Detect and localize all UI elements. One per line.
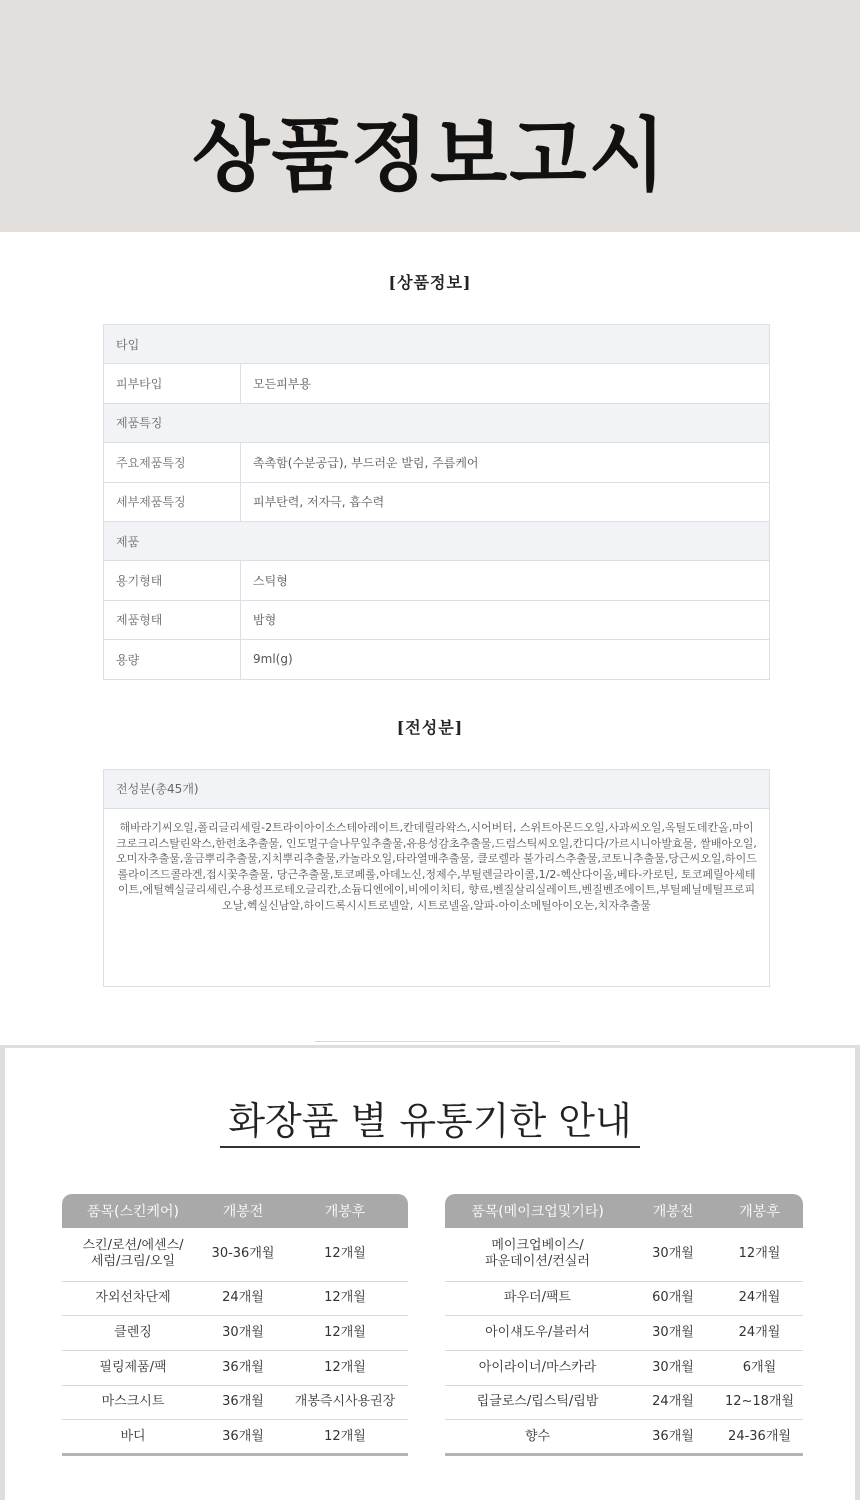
makeup-table-row (445, 1281, 803, 1316)
product-info-table (103, 324, 770, 680)
info-key: 피부타입 (104, 364, 241, 403)
makeup-table-cell: 30개월 (630, 1316, 716, 1351)
info-key: 용량 (104, 640, 241, 679)
info-value: 9ml(g) (241, 640, 770, 679)
info-row (104, 561, 770, 600)
skincare-table-cell: 36개월 (204, 1350, 282, 1385)
makeup-table-row (445, 1420, 803, 1455)
divider (315, 1041, 560, 1042)
info-value: 촉촉함(수분공급), 부드러운 발림, 주름케어 (241, 443, 770, 482)
skincare-expiry-table (62, 1194, 408, 1456)
hero-title: 상품정보고시 (192, 109, 668, 202)
ingredients-text: 해바라기씨오일,폴리글리세릴-2트라이아이소스테아레이트,칸데릴라왁스,시어버터, 스위트아몬드오일,사과씨오일,옥틸도데칸올,마이크로크리스탈린왁스,한련초추출물, 인도멀구슬나무잎추출물,유용성감초추출물,드럼스틱씨오일,칸디다/가르시니아발효물, 쌀배아오일,오미자추출물,울금뿌리추출물,지치뿌리추출물,카놀라오일,타라열매추출물, 클로렐라 불가리스추출물,코토니추출물,당근씨오일,하이드롤라이즈드콜라겐,접시꽃추출물, 당근추출물,토코페롤,아데노신,정제수,부틸렌글라이콜,1/2-헥산다이올,베타-카로틴, 토코페릴아세테이트,에틸헥실글리세린,수용성프로테오글리칸,소듐디엔에이,비에이치티, 향료,벤질살리실레이트,벤질벤조에이트,부틸페닐메틸프로피오날,헥실신남알,하이드록시시트로넬알, 시트로넬올,알파-아이소메틸아이오논,치자추출물 (116, 821, 757, 912)
ingredients-label: 전성분(총45개) (104, 770, 769, 809)
info-value: 밤형 (241, 600, 770, 639)
makeup-table-cell: 12~18개월 (716, 1385, 803, 1420)
makeup-table-cell: 24개월 (716, 1281, 803, 1316)
makeup-expiry-table (445, 1194, 803, 1456)
skincare-table-row (62, 1350, 408, 1385)
info-key: 주요제품특징 (104, 443, 241, 482)
makeup-table-cell: 6개월 (716, 1350, 803, 1385)
info-value: 모든피부용 (241, 364, 770, 403)
skincare-table-row (62, 1385, 408, 1420)
skincare-table-row (62, 1281, 408, 1316)
makeup-header-cell: 품목(메이크업및기타) (445, 1194, 630, 1228)
skincare-table-cell: 12개월 (282, 1420, 408, 1455)
skincare-table-row (62, 1228, 408, 1281)
skincare-table-row (62, 1420, 408, 1455)
info-group-row (104, 325, 770, 364)
info-group-row (104, 521, 770, 560)
ingredients-box (103, 769, 770, 987)
info-key: 제품형태 (104, 600, 241, 639)
expiry-title (0, 1099, 860, 1148)
info-row (104, 443, 770, 482)
makeup-table-row (445, 1228, 803, 1281)
makeup-table-cell: 24개월 (630, 1385, 716, 1420)
expiry-title-text: 화장품 별 유통기한 안내 (220, 1102, 639, 1148)
info-row (104, 364, 770, 403)
makeup-table-row (445, 1350, 803, 1385)
skincare-header-cell: 개봉후 (282, 1194, 408, 1228)
makeup-table-cell: 30개월 (630, 1350, 716, 1385)
makeup-table-cell: 아이라이너/마스카라 (445, 1350, 630, 1385)
skincare-table-cell: 12개월 (282, 1281, 408, 1316)
skincare-table-cell: 바디 (62, 1420, 204, 1455)
makeup-table-cell: 12개월 (716, 1228, 803, 1281)
skincare-table-cell: 12개월 (282, 1350, 408, 1385)
info-group-label: 제품특징 (104, 403, 770, 442)
skincare-table-cell: 30개월 (204, 1316, 282, 1351)
makeup-table-cell: 30개월 (630, 1228, 716, 1281)
skincare-table-cell: 12개월 (282, 1316, 408, 1351)
skincare-table-cell: 클렌징 (62, 1316, 204, 1351)
makeup-table-cell: 향수 (445, 1420, 630, 1455)
info-row (104, 600, 770, 639)
makeup-table-row (445, 1316, 803, 1351)
skincare-table-cell: 자외선차단제 (62, 1281, 204, 1316)
makeup-table-cell: 립글로스/립스틱/립밤 (445, 1385, 630, 1420)
makeup-table-cell: 아이섀도우/블러셔 (445, 1316, 630, 1351)
skincare-table-cell: 36개월 (204, 1420, 282, 1455)
info-group-row (104, 403, 770, 442)
skincare-header-cell: 품목(스킨케어) (62, 1194, 204, 1228)
makeup-header-cell: 개봉후 (716, 1194, 803, 1228)
skincare-table-cell: 36개월 (204, 1385, 282, 1420)
makeup-table-cell: 파우더/팩트 (445, 1281, 630, 1316)
makeup-table-cell: 24개월 (716, 1316, 803, 1351)
skincare-header-cell: 개봉전 (204, 1194, 282, 1228)
info-group-label: 타입 (104, 325, 770, 364)
info-row (104, 482, 770, 521)
makeup-table-cell: 60개월 (630, 1281, 716, 1316)
makeup-table-cell: 메이크업베이스/ 파운데이션/컨실러 (445, 1228, 630, 1281)
skincare-table-cell: 24개월 (204, 1281, 282, 1316)
makeup-header-cell: 개봉전 (630, 1194, 716, 1228)
info-value: 스틱형 (241, 561, 770, 600)
info-value: 피부탄력, 저자극, 흡수력 (241, 482, 770, 521)
skincare-table-cell: 30-36개월 (204, 1228, 282, 1281)
product-info-heading: [상품정보] (388, 273, 472, 292)
hero-banner (0, 0, 860, 232)
info-key: 세부제품특징 (104, 482, 241, 521)
skincare-table-row (62, 1316, 408, 1351)
info-row (104, 640, 770, 679)
skincare-table-cell: 12개월 (282, 1228, 408, 1281)
ingredients-heading: [전성분] (396, 718, 464, 737)
info-group-label: 제품 (104, 521, 770, 560)
makeup-table-cell: 24-36개월 (716, 1420, 803, 1455)
info-key: 용기형태 (104, 561, 241, 600)
makeup-table-cell: 36개월 (630, 1420, 716, 1455)
skincare-table-cell: 개봉즉시사용권장 (282, 1385, 408, 1420)
skincare-table-cell: 마스크시트 (62, 1385, 204, 1420)
skincare-table-cell: 필링제품/팩 (62, 1350, 204, 1385)
makeup-table-row (445, 1385, 803, 1420)
skincare-table-cell: 스킨/로션/에센스/ 세럼/크림/오일 (62, 1228, 204, 1281)
